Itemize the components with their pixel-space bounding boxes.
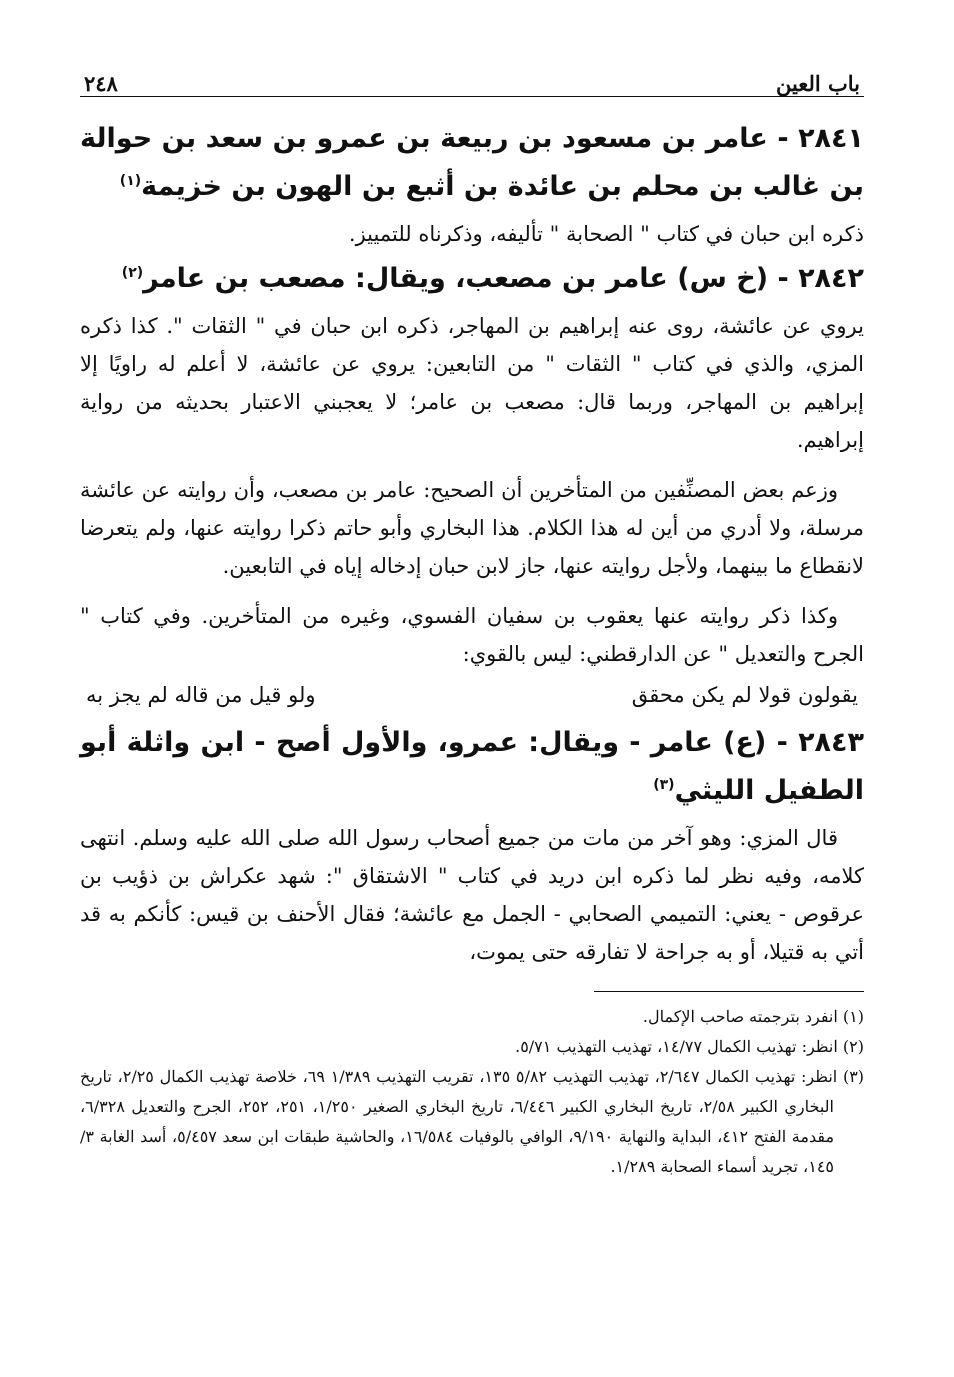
footnote: (٢) انظر: تهذيب الكمال ١٤/٧٧، تهذيب التهذيب ٥/٧١.: [515, 1037, 864, 1056]
biography-entry: [80, 255, 864, 715]
verse-first-hemistich: يقولون قولا لم يكن محقق: [631, 683, 858, 707]
book-page: [80, 56, 864, 1182]
biography-entry: [80, 719, 864, 971]
entry-paragraph: وكذا ذكر روايته عنها يعقوب بن سفيان الفسوي، وغيره من المتأخرين. وفي كتاب " الجرح والتعديل " عن الدارقطني: ليس بالقوي:: [80, 604, 864, 666]
entry-paragraph: وزعم بعض المصنِّفين من المتأخرين أن الصحيح: عامر بن مصعب، وأن روايته عن عائشة مرسلة، ولا أدري من أين له هذا الكلام. هذا البخاري وأبو حاتم ذكرا روايته عنها، ولم يتعرضا لانقطاع ما بينهما، ولأجل روايته عنها، جاز لابن حبان إدخاله إياه في التابعين.: [80, 478, 864, 578]
footnote: (١) انفرد بترجمته صاحب الإكمال.: [642, 1007, 864, 1026]
footnote-ref: (١): [119, 173, 142, 189]
running-header: [80, 56, 864, 97]
footnotes: [80, 1002, 864, 1182]
chapter-title: باب العين: [775, 71, 860, 96]
verse-second-hemistich: ولو قيل من قاله لم يجز به: [86, 683, 316, 707]
footnote-ref: (٢): [121, 265, 144, 281]
page-number: ٢٤٨: [84, 71, 118, 96]
footnote-divider: [594, 991, 864, 992]
entry-heading: ٢٨٤١ - عامر بن مسعود بن ربيعة بن عمرو بن سعد بن حوالة بن غالب بن محلم بن عائدة بن أثبع بن الهون بن خزيمة$^{(١)}$: [80, 123, 864, 202]
entry-heading: ٢٨٤٢ - (خ س) عامر بن مصعب، ويقال: مصعب بن عامر$^{(٢)}$: [121, 263, 864, 294]
biography-entry: [80, 115, 864, 253]
poetry-verse: [80, 675, 864, 715]
footnote-ref: (٣): [653, 777, 675, 793]
entry-paragraph: ذكره ابن حبان في كتاب " الصحابة " تأليفه، وذكرناه للتمييز.: [348, 222, 864, 246]
entry-heading: ٢٨٤٣ - (ع) عامر - ويقال: عمرو، والأول أصح - ابن واثلة أبو الطفيل الليثي$^{(٣)}$: [80, 727, 864, 806]
entry-paragraph: يروي عن عائشة، روى عنه إبراهيم بن المهاجر، ذكره ابن حبان في " الثقات ". كذا ذكره المزي، والذي في كتاب " الثقات " من التابعين: يروي عن عائشة، لا أعلم له راويًا إلا إبراهيم بن المهاجر، وربما قال: مصعب بن عامر؛ لا يعجبني الاعتبار بحديثه من رواية إبراهيم.: [80, 314, 864, 452]
footnote: (٣) انظر: تهذيب الكمال ٢/٦٤٧، تهذيب التهذيب ٥/٨٢ ١٣٥، تقريب التهذيب ١/٣٨٩ ٦٩، خلاصة تهذيب الكمال ٢/٢٥، تاريخ البخاري الكبير ٢/٥٨، تاريخ البخاري الكبير ٦/٤٤٦، تاريخ البخاري الصغير ١/٢٥٠، ٢٥١، ٢٥٢، الجرح والتعديل ٦/٣٢٨، مقدمة الفتح ٤١٢، البداية والنهاية ٩/١٩٠، الوافي بالوفيات ١٦/٥٨٤، والحاشية طبقات ابن سعد ٥/٤٥٧، أسد الغابة ٣/ ١٤٥، تجريد أسماء الصحابة ١/٢٨٩.: [80, 1067, 865, 1176]
entry-paragraph: قال المزي: وهو آخر من مات من جميع أصحاب رسول الله صلى الله عليه وسلم. انتهى كلامه، وفيه نظر لما ذكره ابن دريد في كتاب " الاشتقاق ": شهد عكراش بن ذؤيب بن عرقوص - يعني: التميمي الصحابي - الجمل مع عائشة؛ فقال الأحنف بن قيس: كأنكم به قد أتي به قتيلا، أو به جراحة لا تفارقه حتى يموت،: [80, 826, 864, 964]
